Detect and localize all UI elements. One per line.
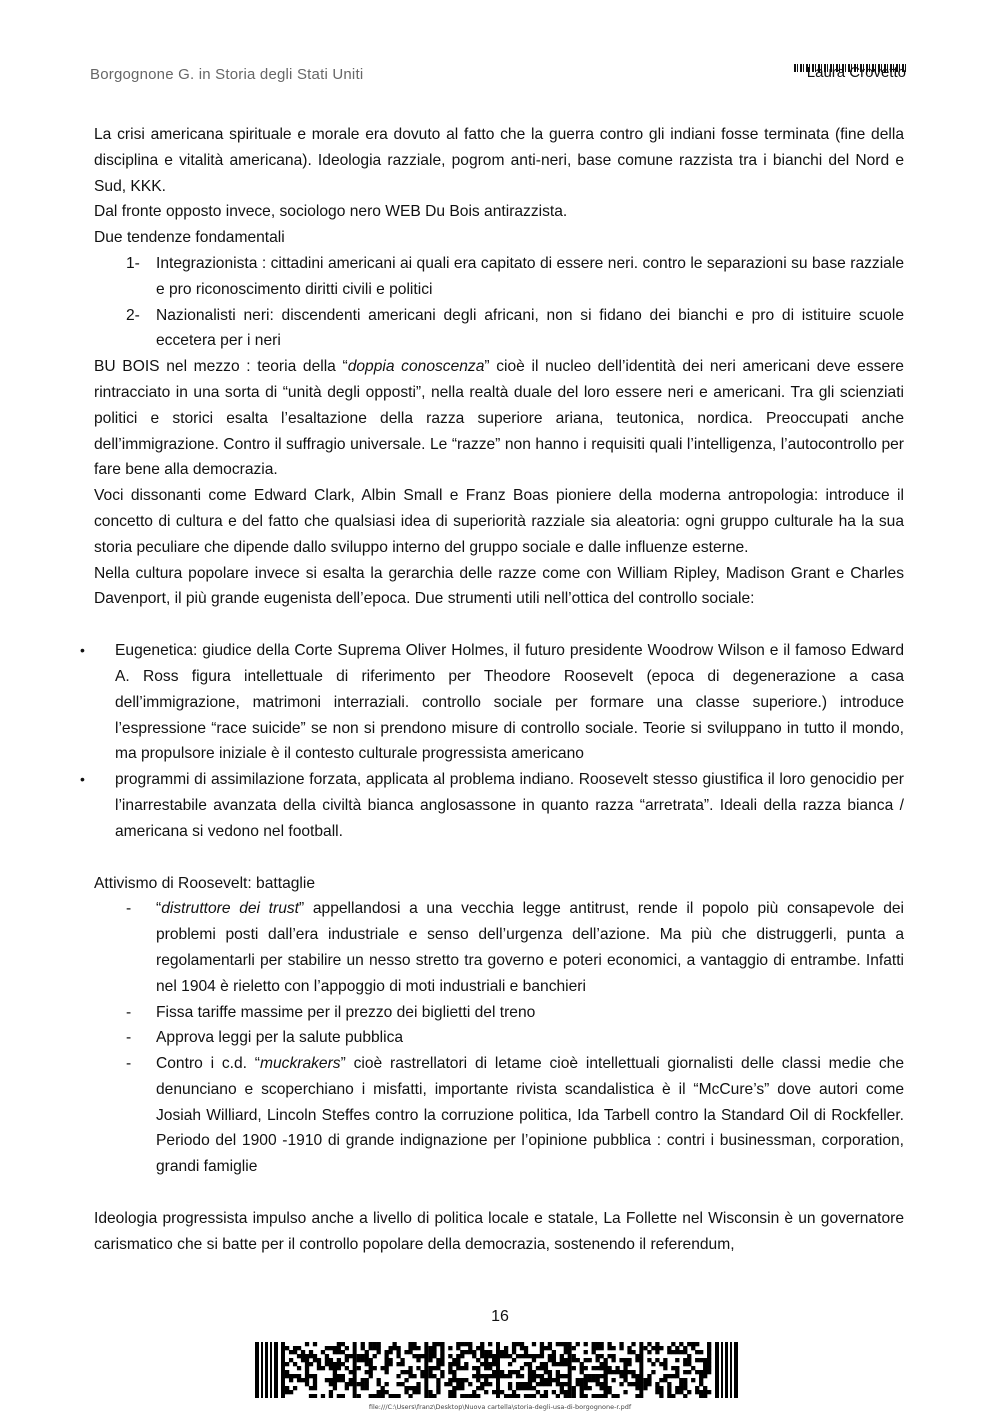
paragraph: Ideologia progressista impulso anche a livello di politica locale e statale, La Follette nel Wisconsin è un governatore carismatico che si batte per il controllo popolare della democrazia, sostenendo il referendum, xyxy=(94,1210,904,1253)
file-path: file:///C:\Users\franz\Desktop\Nuova cartella\storia-degli-usa-di-borgognone-r.pdf xyxy=(368,1403,632,1411)
paragraph: Dal fronte opposto invece, sociologo nero WEB Du Bois antirazzista. xyxy=(94,203,568,221)
list-item: 1- Integrazionista : cittadini americani ai quali era capitato di essere neri. contro le separazioni su base razziale e pro riconoscimento diritti civili e politici xyxy=(126,254,904,298)
paragraph: Due tendenze fondamentali xyxy=(94,229,285,247)
list-item: • Eugenetica: giudice della Corte Suprema Oliver Holmes, il futuro presidente Woodrow Wilson e il famoso Edward A. Ross figura intellettuale di riferimento per Theodore Roosevelt (epoca di degenerazione a casa dell’immigrazione, matrimoni interraziali. controllo sociale per formare una classe superiore.) introduce l’espressione “race suicide” se non si prendono misure di controllo sociale. Teorie si sviluppano in tutto il mondo, ma propulsore iniziale è il contesto culturale progressista americano xyxy=(80,642,904,763)
barcode-image xyxy=(255,1342,739,1398)
paragraph: Nella cultura popolare invece si esalta la gerarchia delle razze come con William Ripley, Madison Grant e Charles Davenport, il più grande eugenista dell’epoca. Due strumenti utili nell’ottica del controllo sociale: xyxy=(94,564,904,608)
page-number: 16 xyxy=(491,1308,509,1325)
list-item: - “distruttore dei trust” appellandosi a una vecchia legge antitrust, rende il popolo più consapevole dei problemi posti dall’era industriale e senso dell’urgenza dell’azione. Ma più che distruggerli, punta a regolamentarli per stabilire un nesso stretto tra governo e poteri economici, a vantaggio di entrambe. Infatti nel 1904 è rieletto con l’appoggio di moti industriali e banchieri xyxy=(126,900,905,995)
list-item: 2- Nazionalisti neri: discendenti americani degli africani, non si fidano dei bianchi e pro di istituire scuole eccetera per i neri xyxy=(126,306,904,350)
paragraph: Attivismo di Roosevelt: battaglie xyxy=(94,874,316,892)
list-item: - Contro i c.d. “muckrakers” cioè rastrellatori di letame cioè intellettuali giornalisti delle classi medie che denunciano e scoperchiano i misfatti, importante rivista scandalistica è il “McCure’s” dove autori come Josiah Williard, Lincoln Steffes contro la corruzione politica, Ida Tarbell contro la Standard Oil di Rockfeller. Periodo del 1900 -1910 di grande indignazione per l’opinione pubblica : contri i businessman, corporation, grandi famiglie xyxy=(126,1055,905,1176)
list-item: • programmi di assimilazione forzata, applicata al problema indiano. Roosevelt stesso giustifica il loro genocidio per l’inarrestabile avanzata della civiltà bianca anglosassone in quanto razza “arretrata”. Ideali della razza bianca / americana si vedono nel football. xyxy=(80,771,904,840)
bullet-list xyxy=(80,638,904,844)
header-title: Borgognone G. in Storia degli Stati Uniti xyxy=(90,66,364,83)
list-item: - Fissa tariffe massime per il prezzo dei biglietti del treno xyxy=(126,1003,536,1021)
tendencies-list xyxy=(94,251,904,354)
list-item: - Approva leggi per la salute pubblica xyxy=(126,1029,404,1047)
battles-list xyxy=(94,896,904,1180)
header-author: Laura Crovetto xyxy=(806,64,906,81)
paragraph: La crisi americana spirituale e morale era dovuto al fatto che la guerra contro gli indiani fosse terminata (fine della disciplina e vitalità americana). Ideologia razziale, pogrom anti-neri, base comune razzista tra i bianchi del Nord e Sud, KKK. xyxy=(94,126,904,195)
paragraph: BU BOIS nel mezzo : teoria della “doppia conoscenza” cioè il nucleo dell’identità dei neri americani deve essere rintracciato in una sorta di “unità degli opposti”, nella realtà duale del loro essere neri e americani. Tra gli scienziati politici e storici esalta l’esaltazione della razza superiore ariana, teutonica, nordica. Preoccupati anche dell’immigrazione. Contro il suffragio universale. Le “razze” non hanno i requisiti quali l’intelligenza, l’autocontrollo per fare bene alla democrazia. xyxy=(94,358,904,479)
paragraph: Voci dissonanti come Edward Clark, Albin Small e Franz Boas pioniere della moderna antropologia: introduce il concetto di cultura e del fatto che qualsiasi idea di superiorità razziale sia aleatoria: ogni gruppo culturale ha la sua storia peculiare che dipende dallo sviluppo interno del gruppo sociale e dalle influenze esterne. xyxy=(94,487,904,556)
page-content xyxy=(80,122,905,1258)
